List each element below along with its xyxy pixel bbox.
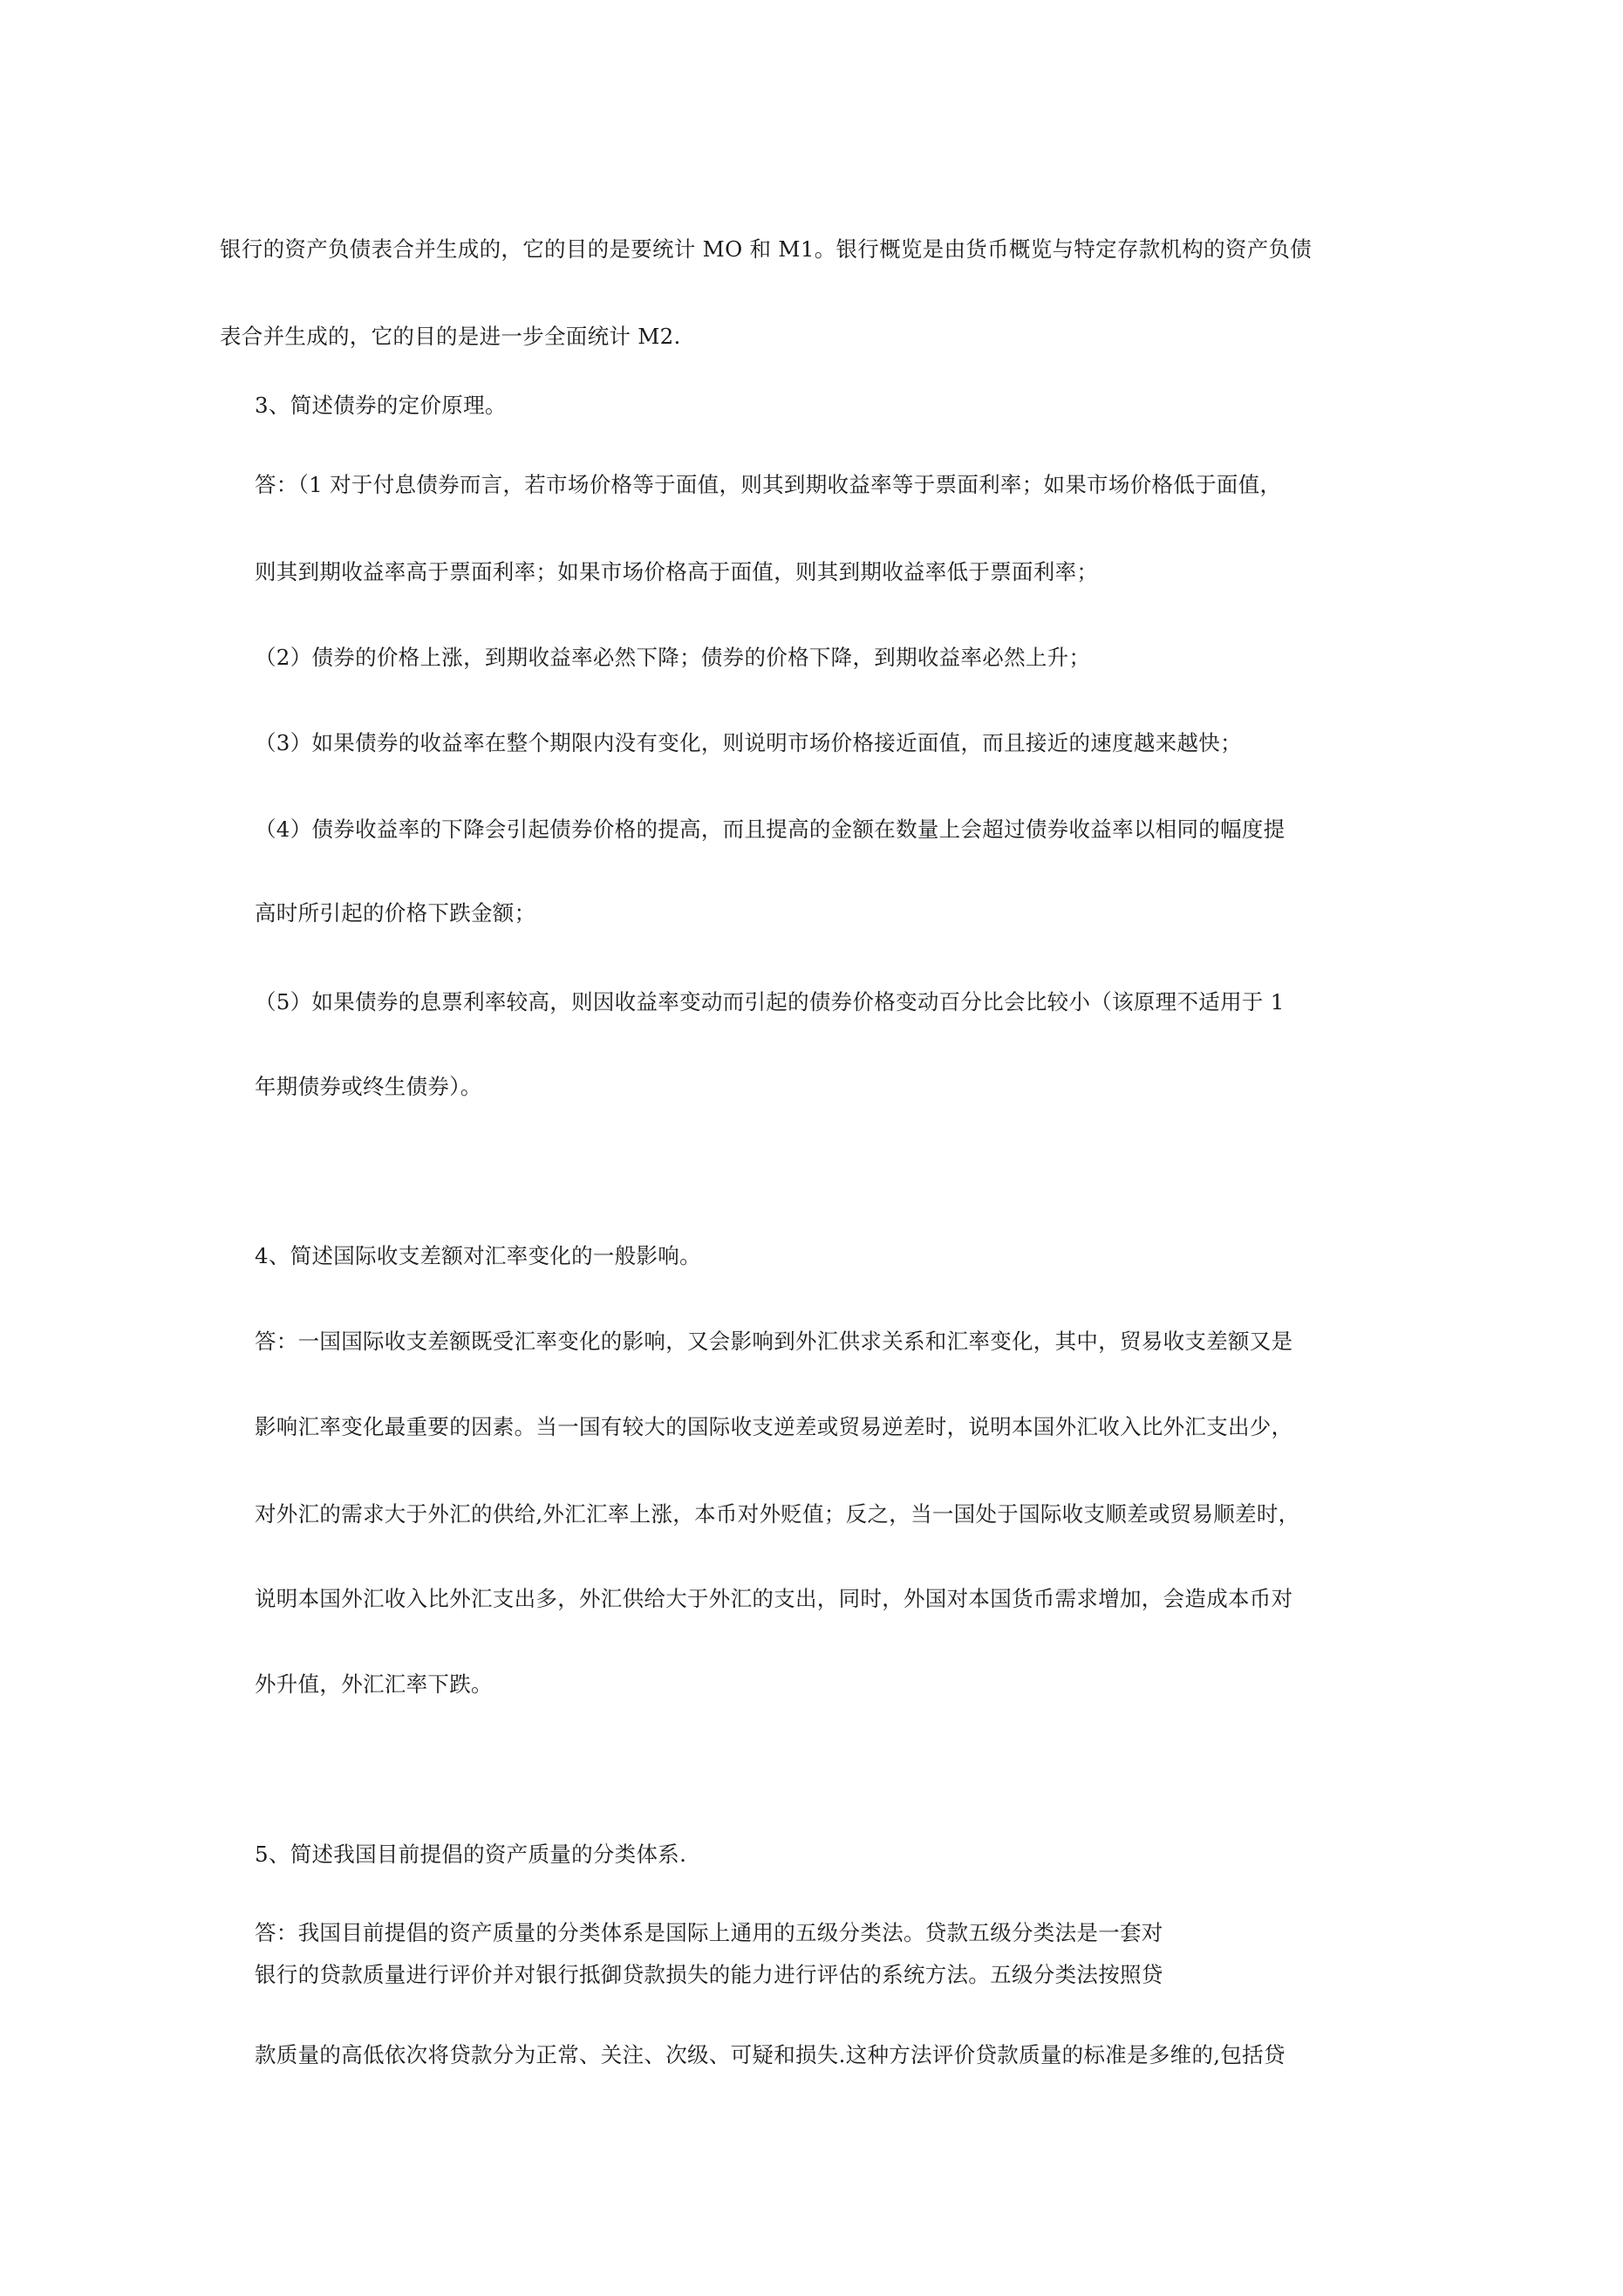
text-line: 表合并生成的，它的目的是进一步全面统计 M2. — [220, 324, 681, 349]
text-line: 则其到期收益率高于票面利率；如果市场价格高于面值，则其到期收益率低于票面利率； — [255, 559, 1099, 584]
text-line: 银行的贷款质量进行评价并对银行抵御贷款损失的能力进行评估的系统方法。五级分类法按照贷 — [255, 1962, 1163, 1987]
text-line: 答：一国国际收支差额既受汇率变化的影响，又会影响到外汇供求关系和汇率变化，其中，贸易收支差额又是 — [255, 1329, 1293, 1354]
text-line: （3）如果债券的收益率在整个期限内没有变化，则说明市场价格接近面值，而且接近的速度越来越快； — [255, 730, 1242, 755]
text-line: （4）债券收益率的下降会引起债券价格的提高，而且提高的金额在数量上会超过债券收益率以相同的幅度提 — [255, 817, 1285, 842]
text-line: 银行的资产负债表合并生成的，它的目的是要统计 MO 和 M1。银行概览是由货币概览与特定存款机构的资产负债 — [220, 236, 1313, 262]
section-heading-3: 3、简述债券的定价原理。 — [255, 393, 507, 418]
text-line: 答：我国目前提倡的资产质量的分类体系是国际上通用的五级分类法。贷款五级分类法是一套对 — [255, 1920, 1163, 1945]
section-heading-4: 4、简述国际收支差额对汇率变化的一般影响。 — [255, 1243, 701, 1268]
text-line: 外升值，外汇汇率下跌。 — [255, 1671, 493, 1697]
text-line: （2）债券的价格上涨，到期收益率必然下降；债券的价格下降，到期收益率必然上升； — [255, 645, 1091, 670]
text-line: （5）如果债券的息票利率较高，则因收益率变动而引起的债券价格变动百分比会比较小（该原理不适用于 1 — [255, 989, 1285, 1015]
text-line: 说明本国外汇收入比外汇支出多，外汇供给大于外汇的支出，同时，外国对本国货币需求增加，会造成本币对 — [255, 1586, 1293, 1611]
section-heading-5: 5、简述我国目前提倡的资产质量的分类体系. — [255, 1842, 687, 1867]
text-line: 年期债券或终生债券）。 — [255, 1074, 482, 1099]
text-line: 影响汇率变化最重要的因素。当一国有较大的国际收支逆差或贸易逆差时，说明本国外汇收入比外汇支出少， — [255, 1414, 1293, 1439]
text-line: 款质量的高低依次将贷款分为正常、关注、次级、可疑和损失.这种方法评价贷款质量的标准是多维的,包括贷 — [255, 2042, 1285, 2067]
text-line: 答：（1 对于付息债券而言，若市场价格等于面值，则其到期收益率等于票面利率；如果市场价格低于面值， — [255, 472, 1282, 497]
text-line: 对外汇的需求大于外汇的供给,外汇汇率上涨，本币对外贬值；反之，当一国处于国际收支顺差或贸易顺差时， — [255, 1501, 1300, 1527]
text-line: 高时所引起的价格下跌金额； — [255, 900, 536, 926]
